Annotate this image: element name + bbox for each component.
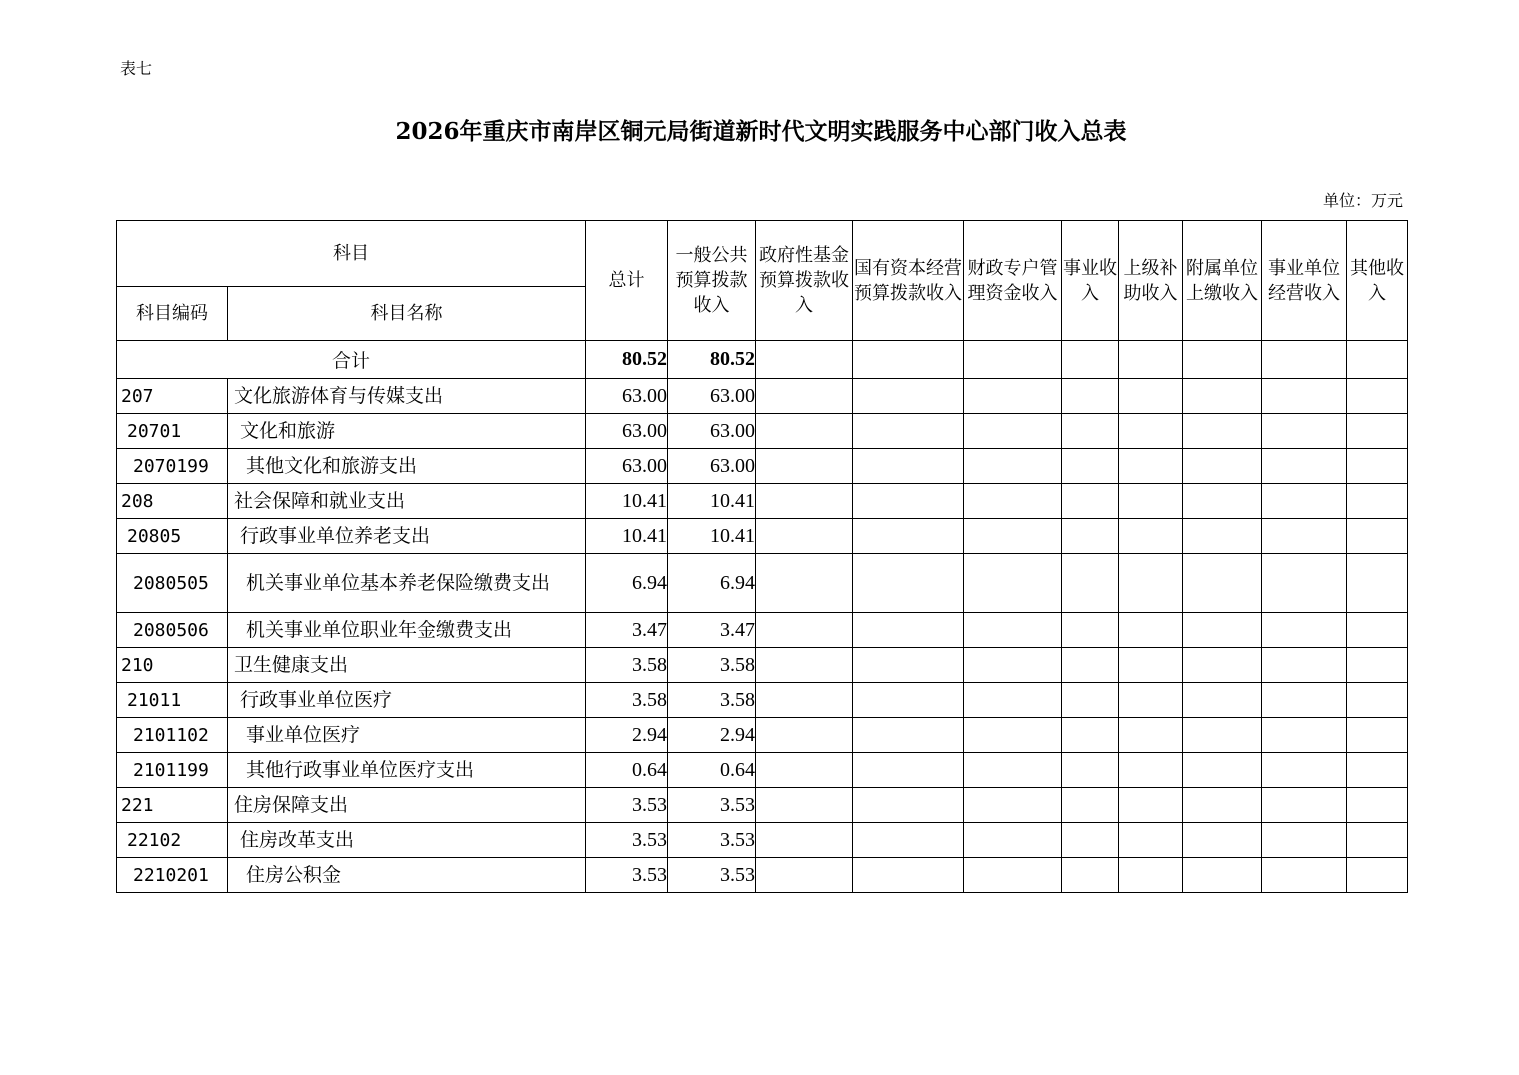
empty-cell xyxy=(1183,484,1262,519)
empty-cell xyxy=(853,519,964,554)
subject-code-cell: 2210201 xyxy=(117,858,228,893)
total-cell: 3.58 xyxy=(586,683,668,718)
general-budget-cell: 10.41 xyxy=(668,484,756,519)
empty-cell xyxy=(853,449,964,484)
subject-code-cell: 20701 xyxy=(117,414,228,449)
empty-cell xyxy=(964,648,1062,683)
empty-cell xyxy=(1262,683,1347,718)
subject-code-cell: 207 xyxy=(117,379,228,414)
empty-cell xyxy=(1347,788,1408,823)
empty-cell xyxy=(756,823,853,858)
empty-cell xyxy=(1119,788,1183,823)
general-budget-cell: 3.53 xyxy=(668,823,756,858)
total-cell: 3.47 xyxy=(586,613,668,648)
empty-cell xyxy=(1262,484,1347,519)
empty-cell xyxy=(1347,683,1408,718)
empty-cell xyxy=(964,484,1062,519)
empty-cell xyxy=(1062,484,1119,519)
empty-cell xyxy=(1062,858,1119,893)
subject-name-cell: 其他文化和旅游支出 xyxy=(228,449,586,484)
empty-cell xyxy=(964,613,1062,648)
subject-code-cell: 21011 xyxy=(117,683,228,718)
subject-code-cell: 2080506 xyxy=(117,613,228,648)
subject-name-cell: 住房改革支出 xyxy=(228,823,586,858)
empty-cell xyxy=(853,341,964,379)
header-general-budget: 一般公共预算拨款收入 xyxy=(668,221,756,341)
empty-cell xyxy=(853,858,964,893)
empty-cell xyxy=(853,414,964,449)
table-row xyxy=(117,554,1408,613)
empty-cell xyxy=(1183,788,1262,823)
empty-cell xyxy=(964,449,1062,484)
empty-cell xyxy=(1119,613,1183,648)
empty-cell xyxy=(1262,519,1347,554)
empty-cell xyxy=(1183,554,1262,613)
empty-cell xyxy=(1262,858,1347,893)
header-business-operating: 事业单位经营收入 xyxy=(1262,221,1347,341)
empty-cell xyxy=(853,648,964,683)
empty-cell xyxy=(853,753,964,788)
total-cell: 3.53 xyxy=(586,858,668,893)
header-superior-subsidy: 上级补助收入 xyxy=(1119,221,1183,341)
empty-cell xyxy=(1119,341,1183,379)
table-row xyxy=(117,379,1408,414)
general-budget-cell: 10.41 xyxy=(668,519,756,554)
subject-code-cell: 2101199 xyxy=(117,753,228,788)
header-fiscal-special: 财政专户管理资金收入 xyxy=(964,221,1062,341)
empty-cell xyxy=(1119,753,1183,788)
empty-cell xyxy=(756,858,853,893)
subject-code-cell: 2101102 xyxy=(117,718,228,753)
total-cell: 0.64 xyxy=(586,753,668,788)
empty-cell xyxy=(1119,519,1183,554)
subject-code-cell: 2070199 xyxy=(117,449,228,484)
total-cell: 63.00 xyxy=(586,414,668,449)
general-budget-cell: 3.53 xyxy=(668,788,756,823)
empty-cell xyxy=(1119,648,1183,683)
subject-code-cell: 208 xyxy=(117,484,228,519)
empty-cell xyxy=(756,379,853,414)
empty-cell xyxy=(1347,753,1408,788)
header-subject: 科目 xyxy=(117,221,586,287)
empty-cell xyxy=(853,379,964,414)
empty-cell xyxy=(1183,414,1262,449)
empty-cell xyxy=(756,613,853,648)
unit-label: 单位：万元 xyxy=(1322,191,1403,210)
subject-name-cell: 机关事业单位职业年金缴费支出 xyxy=(228,613,586,648)
empty-cell xyxy=(1347,414,1408,449)
empty-cell xyxy=(1062,379,1119,414)
empty-cell xyxy=(1347,718,1408,753)
empty-cell xyxy=(964,753,1062,788)
empty-cell xyxy=(1183,449,1262,484)
empty-cell xyxy=(1183,858,1262,893)
header-business-income: 事业收入 xyxy=(1062,221,1119,341)
general-budget-cell: 63.00 xyxy=(668,379,756,414)
empty-cell xyxy=(1262,788,1347,823)
empty-cell xyxy=(1183,823,1262,858)
subject-name-cell: 机关事业单位基本养老保险缴费支出 xyxy=(228,554,586,613)
subject-name-cell: 文化和旅游 xyxy=(228,414,586,449)
empty-cell xyxy=(1347,858,1408,893)
empty-cell xyxy=(853,683,964,718)
subject-name-cell: 卫生健康支出 xyxy=(228,648,586,683)
empty-cell xyxy=(756,414,853,449)
empty-cell xyxy=(1062,823,1119,858)
income-summary-table xyxy=(116,220,1408,893)
general-budget-cell: 80.52 xyxy=(668,341,756,379)
empty-cell xyxy=(1262,449,1347,484)
empty-cell xyxy=(1262,823,1347,858)
empty-cell xyxy=(1347,519,1408,554)
empty-cell xyxy=(1119,683,1183,718)
subject-name-cell: 住房保障支出 xyxy=(228,788,586,823)
empty-cell xyxy=(1062,648,1119,683)
empty-cell xyxy=(964,414,1062,449)
general-budget-cell: 63.00 xyxy=(668,449,756,484)
empty-cell xyxy=(1183,648,1262,683)
empty-cell xyxy=(853,788,964,823)
table-row xyxy=(117,683,1408,718)
table-row xyxy=(117,753,1408,788)
empty-cell xyxy=(964,823,1062,858)
table-number-label: 表七 xyxy=(120,59,153,78)
table-row xyxy=(117,648,1408,683)
table-row xyxy=(117,414,1408,449)
total-cell: 10.41 xyxy=(586,519,668,554)
empty-cell xyxy=(1262,379,1347,414)
empty-cell xyxy=(964,718,1062,753)
subject-name-cell: 社会保障和就业支出 xyxy=(228,484,586,519)
general-budget-cell: 3.53 xyxy=(668,858,756,893)
empty-cell xyxy=(1062,519,1119,554)
empty-cell xyxy=(1347,648,1408,683)
empty-cell xyxy=(1119,449,1183,484)
total-row xyxy=(117,341,1408,379)
empty-cell xyxy=(1347,484,1408,519)
total-cell: 63.00 xyxy=(586,449,668,484)
general-budget-cell: 3.47 xyxy=(668,613,756,648)
empty-cell xyxy=(1183,341,1262,379)
empty-cell xyxy=(1062,554,1119,613)
empty-cell xyxy=(1062,718,1119,753)
table-row xyxy=(117,449,1408,484)
subject-name-cell: 文化旅游体育与传媒支出 xyxy=(228,379,586,414)
subject-code-cell: 210 xyxy=(117,648,228,683)
empty-cell xyxy=(1062,341,1119,379)
empty-cell xyxy=(1119,414,1183,449)
empty-cell xyxy=(756,554,853,613)
empty-cell xyxy=(756,683,853,718)
empty-cell xyxy=(853,823,964,858)
empty-cell xyxy=(1062,449,1119,484)
general-budget-cell: 0.64 xyxy=(668,753,756,788)
empty-cell xyxy=(964,519,1062,554)
total-cell: 6.94 xyxy=(586,554,668,613)
empty-cell xyxy=(1347,449,1408,484)
header-total: 总计 xyxy=(586,221,668,341)
table-row xyxy=(117,858,1408,893)
subject-name-cell: 行政事业单位医疗 xyxy=(228,683,586,718)
empty-cell xyxy=(1119,484,1183,519)
empty-cell xyxy=(964,788,1062,823)
empty-cell xyxy=(853,554,964,613)
empty-cell xyxy=(853,718,964,753)
empty-cell xyxy=(1183,613,1262,648)
table-row xyxy=(117,823,1408,858)
subject-name-cell: 其他行政事业单位医疗支出 xyxy=(228,753,586,788)
empty-cell xyxy=(1119,718,1183,753)
subject-name-cell: 行政事业单位养老支出 xyxy=(228,519,586,554)
empty-cell xyxy=(1062,753,1119,788)
empty-cell xyxy=(1119,379,1183,414)
empty-cell xyxy=(756,718,853,753)
empty-cell xyxy=(964,858,1062,893)
empty-cell xyxy=(1062,683,1119,718)
empty-cell xyxy=(756,484,853,519)
subject-code-cell: 221 xyxy=(117,788,228,823)
empty-cell xyxy=(1262,341,1347,379)
general-budget-cell: 3.58 xyxy=(668,683,756,718)
empty-cell xyxy=(1183,683,1262,718)
total-label: 合计 xyxy=(117,341,586,379)
general-budget-cell: 2.94 xyxy=(668,718,756,753)
empty-cell xyxy=(1119,554,1183,613)
empty-cell xyxy=(1262,648,1347,683)
table-row xyxy=(117,788,1408,823)
empty-cell xyxy=(1262,414,1347,449)
empty-cell xyxy=(1347,379,1408,414)
subject-name-cell: 住房公积金 xyxy=(228,858,586,893)
total-cell: 10.41 xyxy=(586,484,668,519)
empty-cell xyxy=(964,341,1062,379)
empty-cell xyxy=(853,484,964,519)
empty-cell xyxy=(1183,753,1262,788)
total-cell: 80.52 xyxy=(586,341,668,379)
table-row xyxy=(117,484,1408,519)
header-subject-code: 科目编码 xyxy=(117,287,228,341)
general-budget-cell: 63.00 xyxy=(668,414,756,449)
empty-cell xyxy=(1347,823,1408,858)
empty-cell xyxy=(1347,613,1408,648)
empty-cell xyxy=(756,788,853,823)
empty-cell xyxy=(853,613,964,648)
header-gov-fund: 政府性基金预算拨款收入 xyxy=(756,221,853,341)
empty-cell xyxy=(1183,379,1262,414)
empty-cell xyxy=(1183,718,1262,753)
subject-name-cell: 事业单位医疗 xyxy=(228,718,586,753)
empty-cell xyxy=(1347,554,1408,613)
empty-cell xyxy=(1262,613,1347,648)
empty-cell xyxy=(1262,718,1347,753)
total-cell: 3.53 xyxy=(586,788,668,823)
empty-cell xyxy=(1062,613,1119,648)
general-budget-cell: 6.94 xyxy=(668,554,756,613)
total-cell: 2.94 xyxy=(586,718,668,753)
empty-cell xyxy=(1262,554,1347,613)
empty-cell xyxy=(756,753,853,788)
empty-cell xyxy=(1262,753,1347,788)
empty-cell xyxy=(1119,858,1183,893)
empty-cell xyxy=(756,449,853,484)
empty-cell xyxy=(1062,414,1119,449)
empty-cell xyxy=(756,648,853,683)
subject-code-cell: 2080505 xyxy=(117,554,228,613)
empty-cell xyxy=(1119,823,1183,858)
header-subject-name: 科目名称 xyxy=(228,287,586,341)
header-state-capital: 国有资本经营预算拨款收入 xyxy=(853,221,964,341)
total-cell: 63.00 xyxy=(586,379,668,414)
empty-cell xyxy=(964,379,1062,414)
empty-cell xyxy=(756,519,853,554)
header-affiliate-turnover: 附属单位上缴收入 xyxy=(1183,221,1262,341)
empty-cell xyxy=(1183,519,1262,554)
table-row xyxy=(117,613,1408,648)
header-other-income: 其他收入 xyxy=(1347,221,1408,341)
table-row xyxy=(117,718,1408,753)
total-cell: 3.58 xyxy=(586,648,668,683)
empty-cell xyxy=(756,341,853,379)
empty-cell xyxy=(1062,788,1119,823)
empty-cell xyxy=(1347,341,1408,379)
document-title: 2026年重庆市南岸区铜元局街道新时代文明实践服务中心部门收入总表 xyxy=(395,118,1127,145)
empty-cell xyxy=(964,554,1062,613)
subject-code-cell: 22102 xyxy=(117,823,228,858)
total-cell: 3.53 xyxy=(586,823,668,858)
general-budget-cell: 3.58 xyxy=(668,648,756,683)
empty-cell xyxy=(964,683,1062,718)
table-row xyxy=(117,519,1408,554)
subject-code-cell: 20805 xyxy=(117,519,228,554)
